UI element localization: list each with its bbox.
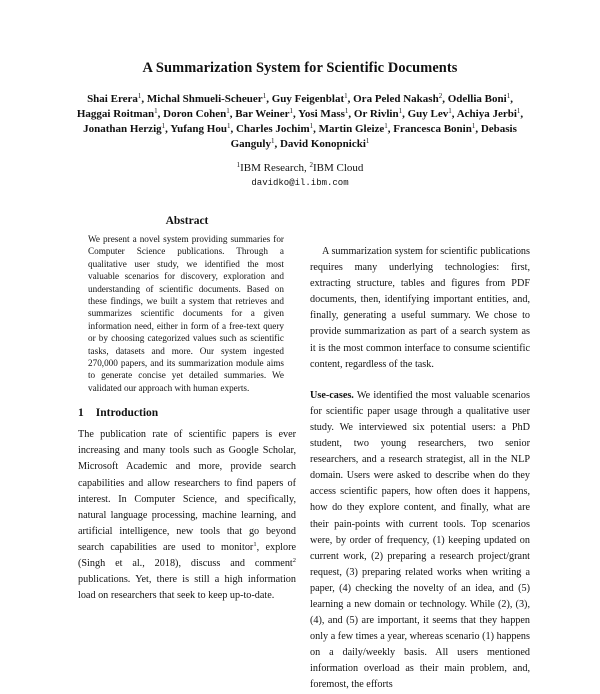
author-name: Francesca Bonin: [393, 123, 472, 135]
author-name: Or Rivlin: [353, 108, 399, 120]
author-affiliation-mark: 1: [226, 107, 230, 115]
author-name: Doron Cohen: [163, 108, 227, 120]
affiliation-ibm-research: IBM Research,: [240, 162, 310, 174]
use-cases-lead: Use-cases.: [310, 389, 354, 401]
author-affiliation-mark: 1: [289, 107, 294, 115]
author-affiliation-mark: 1: [344, 92, 348, 100]
author-name: Debasis Ganguly: [230, 123, 517, 150]
section-heading-introduction: [78, 407, 296, 419]
summarization-paragraph: A summarization system for scientific publications requires many underlying technologies: first, extracting structure, tables and figures from PDF documents, then, identifying important entities, and, finally, generating a useful summary. We chose to provide summarization as part of a search system as it is the most common interface to consume scientific content, regardless of the task.: [310, 246, 530, 370]
author-name: Michal Shmueli-Scheuer: [146, 93, 263, 105]
author-name: Achiya Jerbi: [456, 108, 517, 120]
author-affiliation-mark: 1: [309, 122, 314, 130]
author-affiliation-mark: 2: [438, 92, 443, 100]
affiliation-mark-2: 2: [309, 161, 313, 169]
author-name: Shai Erera: [87, 93, 138, 105]
author-affiliation-mark: 1: [516, 107, 521, 115]
paper-title: A Summarization System for Scientific Documents: [142, 60, 458, 76]
author-name: Jonathan Herzig: [83, 123, 162, 135]
footnote-mark-1: 1: [253, 540, 257, 548]
intro-text-c: publications. Yet, there is still a high information load on researchers that seek to keep up-to-date.: [78, 574, 296, 602]
author-name: Bar Weiner: [235, 108, 290, 120]
author-name: Ora Peled Nakash: [353, 93, 439, 105]
abstract-heading: Abstract: [165, 215, 209, 227]
author-affiliation-mark: 1: [448, 107, 452, 115]
author-name: Odellia Boni: [447, 93, 507, 105]
author-name: Guy Feigenblat: [271, 93, 345, 105]
author-name: David Konopnicki: [279, 138, 366, 150]
author-affiliation-mark: 1: [154, 107, 158, 115]
affiliations: [0, 162, 600, 174]
section-title: Introduction: [95, 407, 159, 420]
author-affiliation-mark: 1: [384, 122, 388, 130]
author-affiliation-mark: 1: [365, 137, 370, 145]
intro-paragraph: [78, 427, 296, 604]
author-name: Martin Gleize: [318, 123, 385, 135]
author-affiliation-mark: 1: [226, 122, 231, 130]
left-column: [78, 215, 296, 604]
intro-text-b: , explore (Singh et al., 2018), discuss and comment: [78, 541, 296, 570]
right-column: [310, 244, 530, 694]
author-affiliation-mark: 1: [161, 122, 166, 130]
author-affiliation-mark: 1: [270, 137, 275, 145]
intro-text-a: The publication rate of scientific papers is ever increasing and many tools such as Google Scholar, Microsoft Academic and more, provide search capabilities and allow researchers to find papers of interest. In Computer Science, and specifically, natural language processing, machine learning, and artificial intelligence, new tools that go beyond search capabilities are used to monitor: [78, 429, 296, 553]
author-list: Shai Erera$^1$, Michal Shmueli-Scheuer$^1$, Guy Feigenblat$^1$, Ora Peled Nakash$^2$, Odellia Boni$^1$, Haggai Roitman$^1$, Doron Cohen$^1$, Bar Weiner$^1$, Yosi Mass$^1$, Or Rivlin$^1$, Guy Lev$^1$, Achiya Jerbi$^1$, Jonathan Herzig$^1$, Yufang Hou$^1$, Charles Jochim$^1$, Martin Gleize$^1$, Francesca Bonin$^1$, Debasis Ganguly$^1$, David Konopnicki$^1$: [76, 92, 524, 150]
author-name: Haggai Roitman: [76, 108, 155, 120]
affiliation-mark-1: 1: [236, 161, 241, 169]
use-cases-paragraph: [310, 388, 530, 694]
use-cases-text: We identified the most valuable scenarios for scientific paper usage through a qualitative user study. We interviewed six potential users: a PhD student, two young researchers, two senior researchers, and a research strategist, all in the NLP domain. Users were asked to describe when do they access scientific papers, how often does it happens, how do they explore content, and finally, what are their pain-points with current tools. Top scenarios were, by order of frequency, (1) keeping updated on current work, (2) preparing a research project/grant request, (3) preparing related works when writing a paper, (4) checking the novelty of an idea, and (5) learning a new domain or technology. While (2), (3), (4), and (5) are important, it seems that they happen only a few times a year, whereas scenario (1) happens on a daily/weekly basis. All users mentioned information overload as their main problem, and, foremost, the efforts: [310, 389, 530, 691]
affiliation-ibm-cloud: IBM Cloud: [312, 162, 364, 174]
author-affiliation-mark: 1: [262, 92, 267, 100]
abstract-text: We present a novel system providing summaries for Computer Science publications. Through a qualitative user study, we identified the most valuable scenarios for discovery, exploration and understanding of scientific documents. Based on these findings, we built a system that retrieves and summarizes scientific documents for a given information need, either in form of a free-text query or by choosing categorized values such as scientific tasks, datasets and more. Our system ingested 270,000 papers, and its summarization module aims to generate concise yet detailed summaries. We validated our approach with human experts.: [88, 234, 284, 393]
author-name: Charles Jochim: [235, 123, 310, 135]
author-name: Yufang Hou: [170, 123, 227, 135]
author-affiliation-mark: 1: [137, 92, 142, 100]
author-affiliation-mark: 1: [506, 92, 511, 100]
section-number: 1: [78, 407, 84, 420]
author-affiliation-mark: 1: [344, 107, 349, 115]
author-affiliation-mark: 1: [398, 107, 403, 115]
author-name: Guy Lev: [407, 108, 449, 120]
author-name: Yosi Mass: [298, 108, 345, 120]
contact-email: davidko@il.ibm.com: [251, 178, 349, 188]
author-affiliation-mark: 1: [471, 122, 476, 130]
footnote-mark-2: 2: [292, 557, 296, 565]
